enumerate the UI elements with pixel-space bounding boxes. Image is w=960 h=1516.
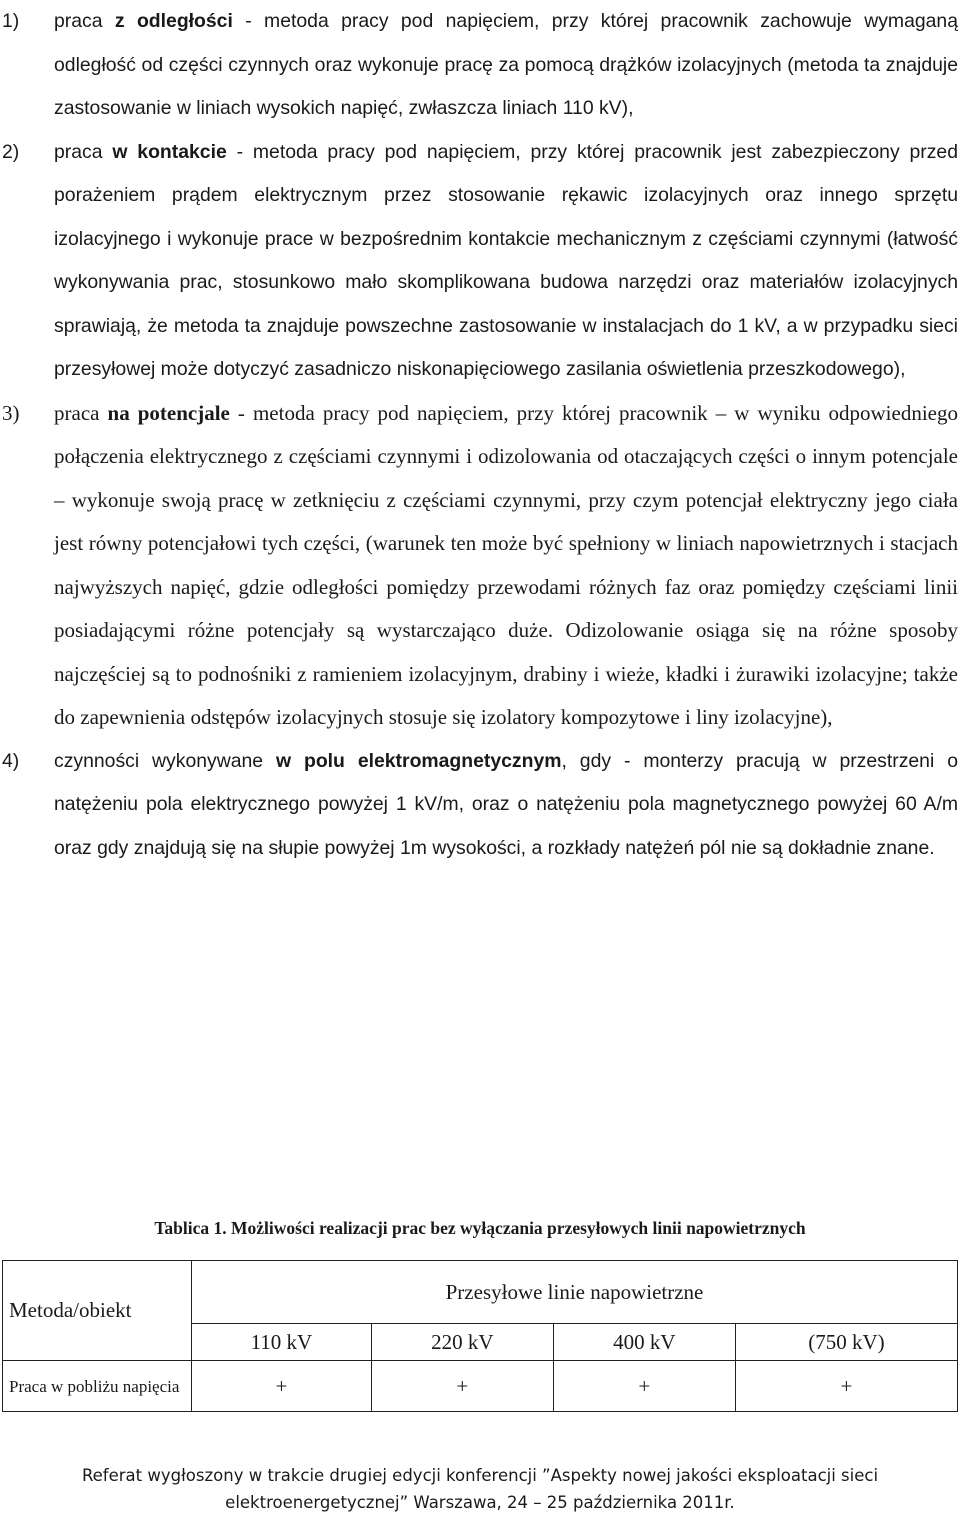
list-item-text: praca [54, 10, 115, 32]
list-item-text: Odizolowanie osiąga się na różne sposoby najczęściej są to podnośniki z ramieniem izolacyjnym, drabiny i wieże, kładki i żurawiki izolacyjne; także do zapewnienia odstępów izolacyjnych stosuje się izolatory kompozytowe i liny izolacyjne), [54, 618, 958, 729]
list-item [0, 392, 960, 740]
voltage-header: 220 kV [371, 1324, 553, 1361]
list-item-term: w kontakcie [112, 140, 227, 163]
list-item-term: z odległości [114, 10, 233, 32]
footer-line: Referat wygłoszony w trakcie drugiej edycji konferencji ”Aspekty nowej jakości eksploatacji sieci [81, 1466, 879, 1485]
list-item-text: , gdy - monterzy pracują w przestrzeni o natężeniu pola elektrycznego powyżej 1 kV/m, oraz o natężeniu pola magnetycznego powyżej 60 A/m oraz gdy znajdują się na słupie powyżej 1m wysokości, a rozkłady natężeń pól nie są dokładnie znane. [54, 749, 958, 859]
group-header: Przesyłowe linie napowietrzne [192, 1261, 958, 1324]
list-item-number: 4) [2, 749, 20, 772]
list-item-number: 2) [2, 140, 20, 163]
list-item-term: na potencjale [107, 400, 230, 425]
page-footer [0, 1462, 960, 1516]
list-item [0, 740, 960, 871]
table-cell: + [371, 1361, 553, 1412]
footer-line: elektroenergetycznej” Warszawa, 24 – 25 października 2011r. [225, 1493, 735, 1512]
list-item-term: w polu elektromagnetycznym [275, 749, 562, 772]
list-item-number: 1) [2, 10, 20, 32]
voltage-header: (750 kV) [735, 1324, 957, 1361]
list-item-text: - metoda pracy pod napięciem, przy której pracownik – w wyniku odpowiedniego połączenia elektrycznego z częściami czynnymi i odizolowania od otaczających części o innym potencjale – wykonuje swoją pracę w zetknięciu z częściami czynnymi, przy czym potencjał elektryczny jego ciała jest równy potencjałowi tych części, (warunek ten może być spełniony w liniach napowietrznych i stacjach najwyższych napięć, gdzie odległości pomiędzy przewodami różnych faz oraz pomiędzy częściami linii posiadającymi różne potencjały są wystarczająco duże. [54, 400, 958, 642]
table-caption: Tablica 1. Możliwości realizacji prac bez wyłączania przesyłowych linii napowietrznych [154, 1218, 806, 1238]
voltage-header: 110 kV [192, 1324, 372, 1361]
table-cell: + [192, 1361, 372, 1412]
table-cell: + [735, 1361, 957, 1412]
table-row [3, 1361, 958, 1412]
table-cell: + [553, 1361, 735, 1412]
method-header: Metoda/obiekt [3, 1261, 192, 1361]
list-item-text: praca [54, 140, 113, 163]
list-item-text: - metoda pracy pod napięciem, przy której pracownik jest zabezpieczony przed porażeniem prądem elektrycznym przez stosowanie rękawic izolacyjnych oraz innego sprzętu izolacyjnego i wykonuje prace w bezpośrednim kontakcie mechanicznym z częściami czynnymi (łatwość wykonywania prac, stosunkowo mało skomplikowana budowa narzędzi oraz materiałów izolacyjnych sprawiają, że metoda ta znajduje powszechne zastosowanie w instalacjach do 1 kV, a w przypadku sieci przesyłowej może dotyczyć zasadniczo niskonapięciowego zasilania oświetlenia przeszkodowego), [54, 140, 958, 380]
list-item [0, 131, 960, 392]
row-label: Praca w pobliżu napięcia [3, 1361, 192, 1412]
list-item-text: czynności wykonywane [54, 749, 276, 772]
list-item [0, 0, 960, 131]
methods-table [2, 1260, 958, 1412]
list-item-text: - metoda pracy pod napięciem, przy której pracownik zachowuje wymaganą odległość od części czynnych oraz wykonuje pracę za pomocą drążków izolacyjnych (metoda ta znajduje zastosowanie w liniach wysokich napięć, zwłaszcza liniach 110 kV), [54, 10, 958, 119]
list-item-text: praca [54, 400, 108, 425]
voltage-header: 400 kV [553, 1324, 735, 1361]
list-item-number: 3) [2, 400, 20, 425]
